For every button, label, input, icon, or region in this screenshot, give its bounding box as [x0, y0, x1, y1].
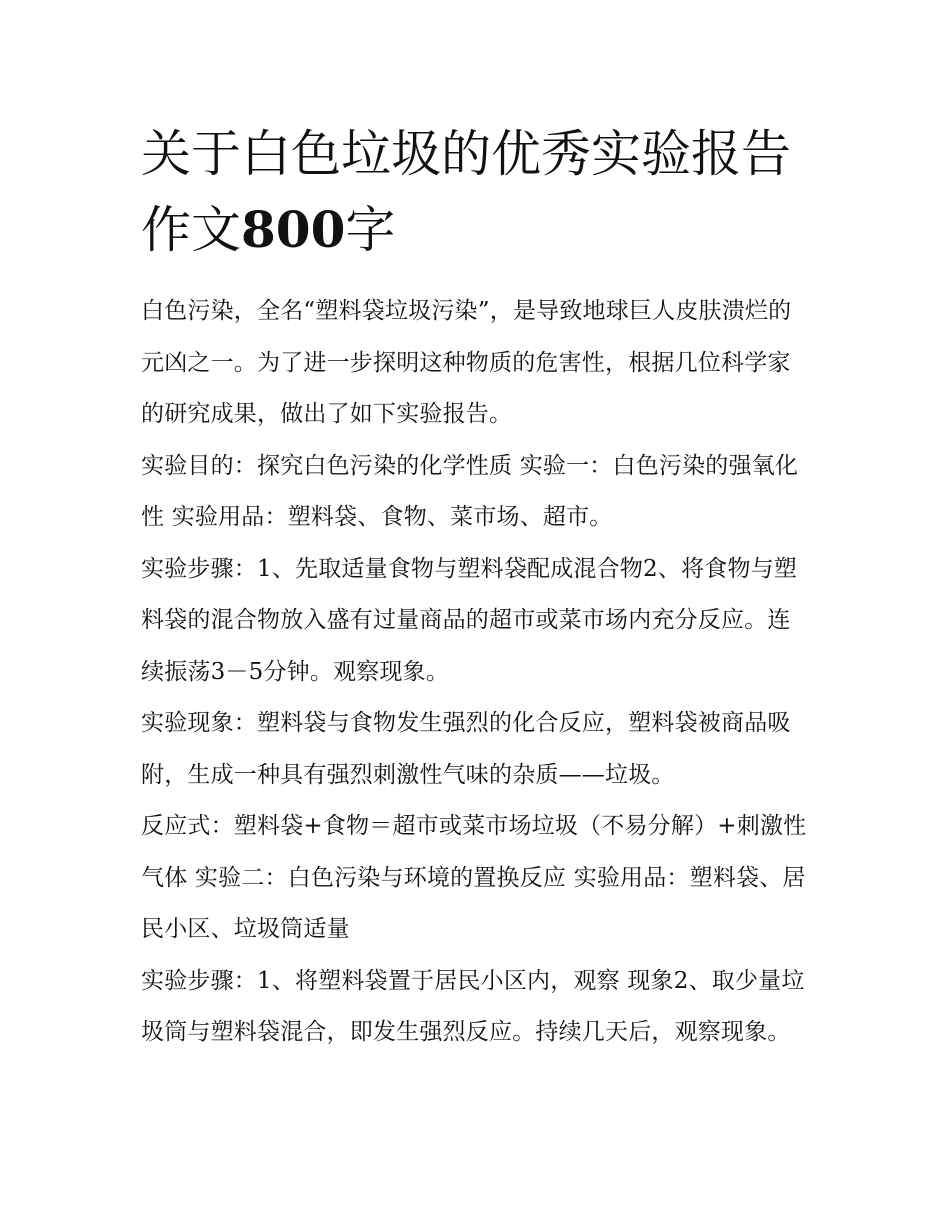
document-title — [141, 116, 813, 268]
paragraph-steps-2: 实验步骤：1、将塑料袋置于居民小区内，观察 现象2、取少量垃圾筒与塑料袋混合，即发生强烈反应。持续几天后，观察现象。 — [141, 967, 805, 1045]
paragraph-phenomenon: 实验现象：塑料袋与食物发生强烈的化合反应，塑料袋被商品吸附，生成一种具有强烈刺激性气味的杂质——垃圾。 — [141, 710, 791, 788]
title-suffix: 字 — [345, 201, 396, 259]
paragraph-purpose: 实验目的：探究白色污染的化学性质 实验一：白色污染的强氧化性 实验用品：塑料袋、食物、菜市场、超市。 — [141, 452, 799, 530]
paragraph-intro: 白色污染，全名“塑料袋垃圾污染”，是导致地球巨人皮肤溃烂的元凶之一。为了进一步探明这种物质的危害性，根据几位科学家的研究成果，做出了如下实验报告。 — [141, 298, 792, 427]
title-text: 关于白色垃圾的优秀实验报告作文 — [141, 125, 791, 259]
paragraph-steps-1: 实验步骤：1、先取适量食物与塑料袋配成混合物2、将食物与塑料袋的混合物放入盛有过量商品的超市或菜市场内充分反应。连续振荡3－5分钟。观察现象。 — [141, 555, 798, 685]
paragraph-reaction: 反应式：塑料袋+食物＝超市或菜市场垃圾（不易分解）+刺激性气体 实验二：白色污染与环境的置换反应 实验用品：塑料袋、居民小区、垃圾筒适量 — [141, 813, 807, 942]
document-page — [141, 116, 813, 1059]
title-number: 800 — [241, 200, 346, 259]
